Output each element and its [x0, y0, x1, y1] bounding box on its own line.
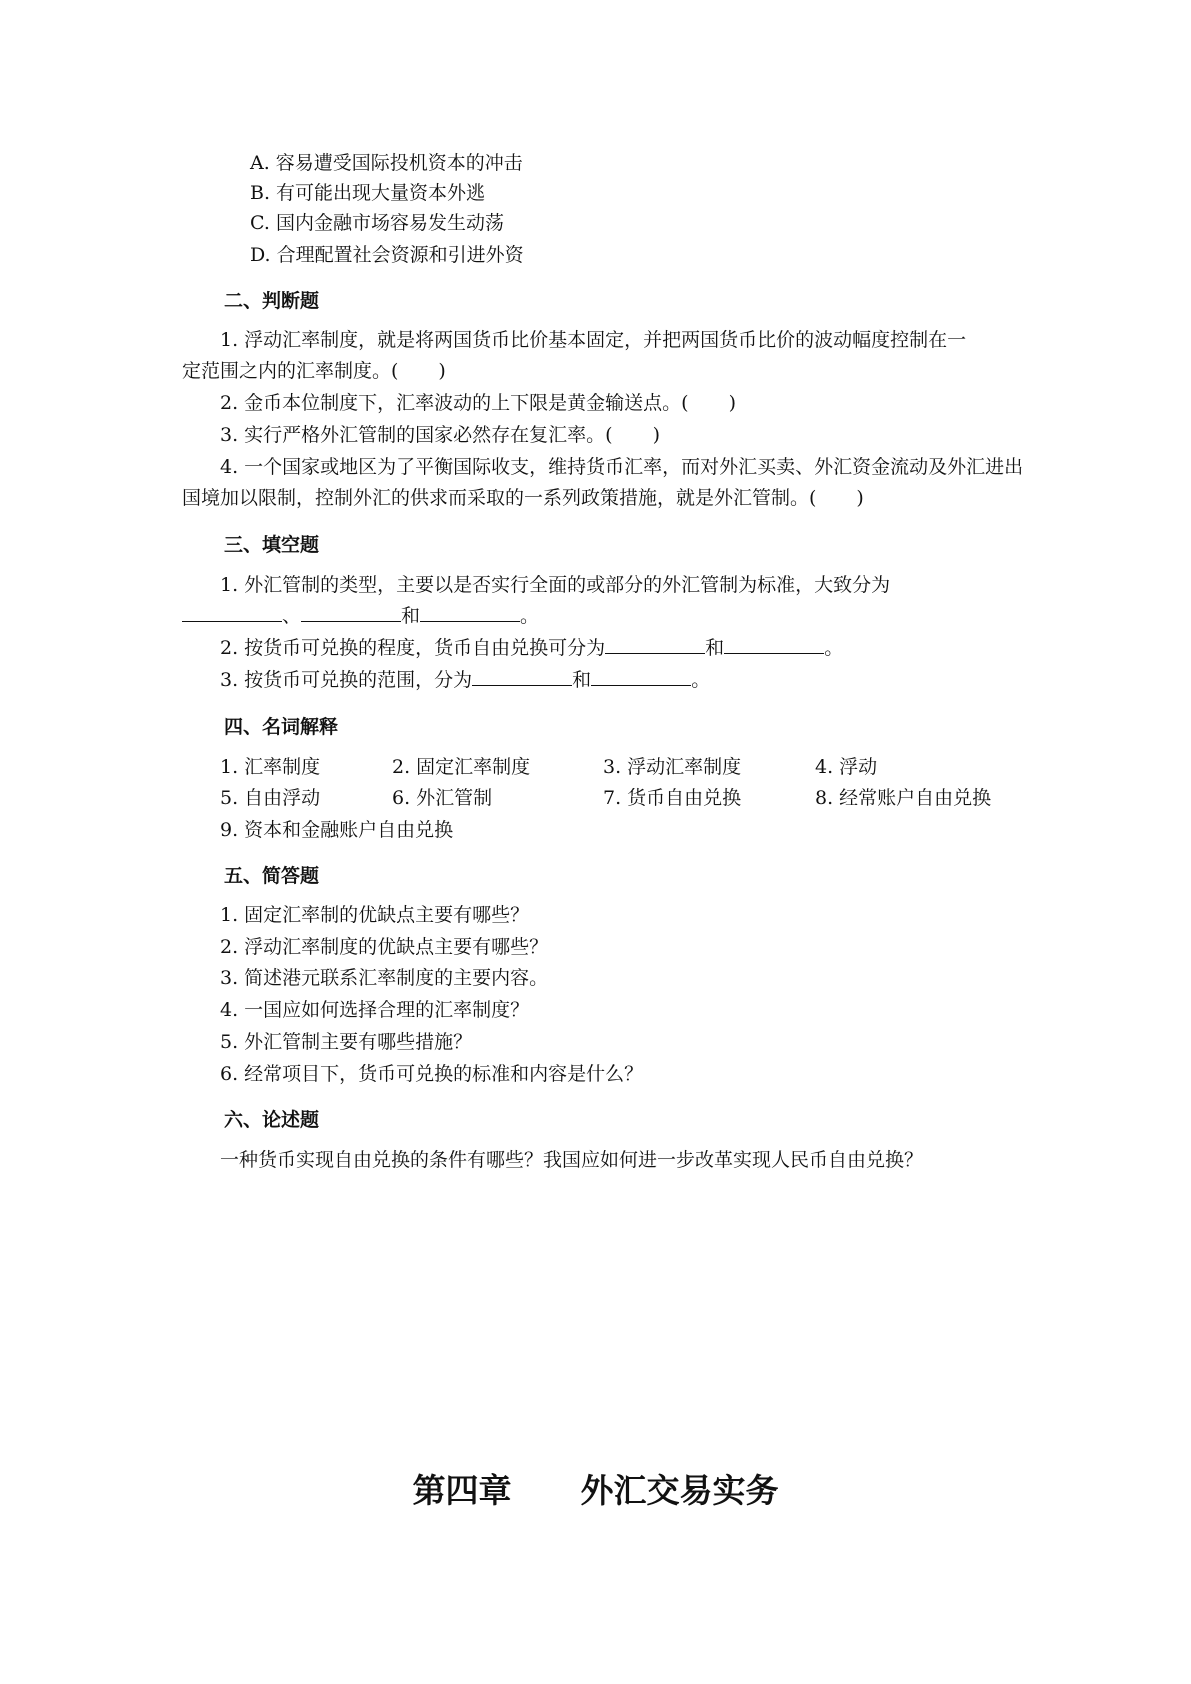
term-item: 8. 经常账户自由兑换	[815, 787, 992, 809]
judge-q2: 2. 金币本位制度下，汇率波动的上下限是黄金输送点。( )	[220, 392, 737, 414]
option-a: A. 容易遭受国际投机资本的冲击	[250, 152, 523, 174]
short-q4: 4. 一国应如何选择合理的汇率制度？	[220, 999, 530, 1021]
section-title-short: 五、简答题	[224, 865, 320, 887]
judge-q3: 3. 实行严格外汇管制的国家必然存在复汇率。( )	[220, 424, 661, 446]
term-item: 2. 固定汇率制度	[392, 756, 531, 778]
short-q1: 1. 固定汇率制的优缺点主要有哪些？	[220, 904, 530, 926]
essay-question: 一种货币实现自由兑换的条件有哪些？我国应如何进一步改革实现人民币自由兑换？	[220, 1149, 924, 1171]
term-item: 1. 汇率制度	[220, 756, 321, 778]
judge-q1-line1: 1. 浮动汇率制度，就是将两国货币比价基本固定，并把两国货币比价的波动幅度控制在一	[220, 329, 967, 351]
judge-q1-line2: 定范围之内的汇率制度。( )	[182, 360, 446, 382]
term-item: 4. 浮动	[815, 756, 878, 778]
judge-q4-line1: 4. 一个国家或地区为了平衡国际收支，维持货币汇率，而对外汇买卖、外汇资金流动及外汇进出	[220, 456, 1024, 478]
fill-q1-line1: 1. 外汇管制的类型，主要以是否实行全面的或部分的外汇管制为标准，大致分为	[220, 574, 891, 596]
short-q5: 5. 外汇管制主要有哪些措施？	[220, 1031, 473, 1053]
section-title-judge: 二、判断题	[224, 290, 320, 312]
option-c: C. 国内金融市场容易发生动荡	[250, 212, 504, 234]
short-q6: 6. 经常项目下，货币可兑换的标准和内容是什么？	[220, 1063, 644, 1085]
section-title-essay: 六、论述题	[224, 1109, 320, 1131]
term-item: 9. 资本和金融账户自由兑换	[220, 819, 454, 841]
short-q3: 3. 简述港元联系汇率制度的主要内容。	[220, 967, 549, 989]
section-title-terms: 四、名词解释	[224, 716, 339, 738]
fill-blank	[591, 667, 691, 686]
option-b: B. 有可能出现大量资本外逃	[250, 182, 486, 204]
chapter-title: 第四章 外汇交易实务	[412, 1471, 779, 1510]
fill-blank	[301, 603, 401, 622]
short-q2: 2. 浮动汇率制度的优缺点主要有哪些？	[220, 936, 549, 958]
fill-blank	[605, 635, 705, 654]
fill-blank	[420, 603, 520, 622]
judge-q4-line2: 国境加以限制，控制外汇的供求而采取的一系列政策措施，就是外汇管制。( )	[182, 487, 864, 509]
fill-q3: 3. 按货币可兑换的范围，分为 和 。	[220, 669, 711, 691]
fill-blank	[472, 667, 572, 686]
fill-blank	[724, 635, 824, 654]
term-item: 7. 货币自由兑换	[603, 787, 742, 809]
fill-q1-line2: 、 和 。	[182, 601, 539, 631]
term-item: 3. 浮动汇率制度	[603, 756, 742, 778]
section-title-fill: 三、填空题	[224, 534, 320, 556]
fill-q2: 2. 按货币可兑换的程度，货币自由兑换可分为 和 。	[220, 637, 844, 659]
term-item: 5. 自由浮动	[220, 787, 321, 809]
fill-blank	[182, 603, 282, 622]
term-item: 6. 外汇管制	[392, 787, 493, 809]
option-d: D. 合理配置社会资源和引进外资	[250, 244, 524, 266]
